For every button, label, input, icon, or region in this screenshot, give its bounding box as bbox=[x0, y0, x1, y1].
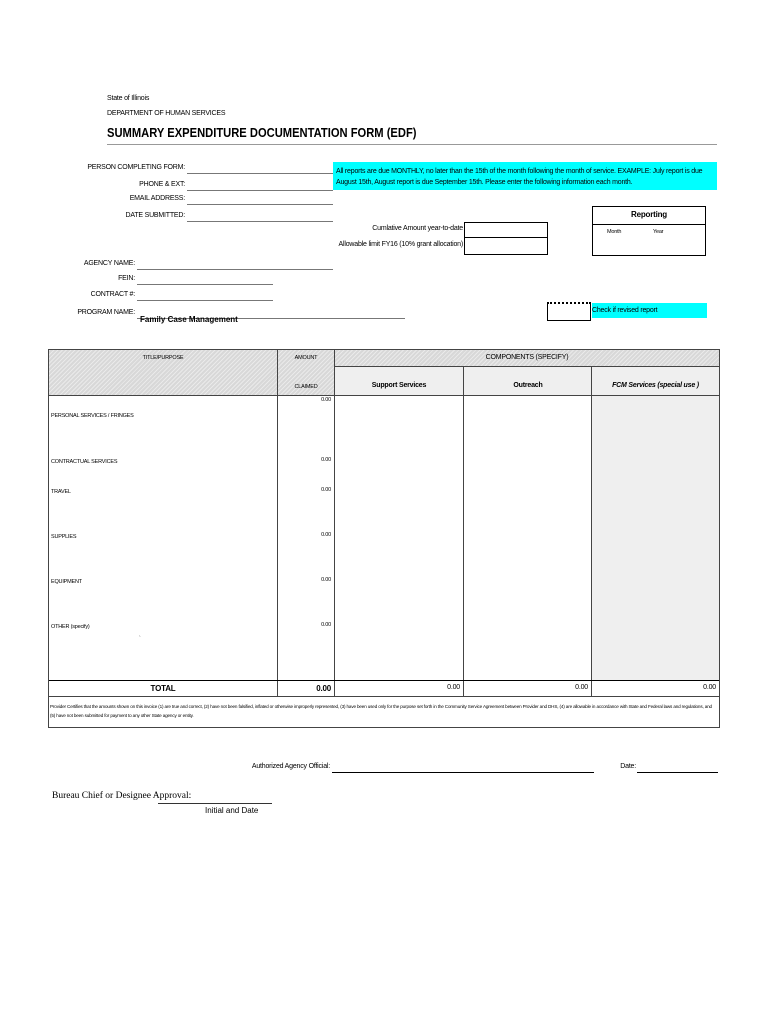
total-outreach: 0.00 bbox=[575, 684, 588, 691]
agency-name-field[interactable] bbox=[137, 260, 333, 270]
header-columns-cell bbox=[335, 367, 719, 395]
state-label: State of Illinois bbox=[107, 95, 150, 102]
phone-label: PHONE & EXT: bbox=[139, 181, 185, 188]
date-submitted-label: DATE SUBMITTED: bbox=[125, 212, 185, 219]
grid-line bbox=[49, 680, 719, 681]
bureau-approval-field[interactable] bbox=[158, 792, 272, 804]
email-field[interactable] bbox=[187, 195, 333, 205]
fcm-services-header: FCM Services (special use ) bbox=[612, 382, 699, 389]
reporting-title: Reporting bbox=[631, 210, 667, 219]
support-services-header: Support Services bbox=[371, 382, 427, 389]
total-support-services: 0.00 bbox=[447, 684, 460, 691]
program-name-label: PROGRAM NAME: bbox=[77, 309, 135, 316]
person-completing-field[interactable] bbox=[187, 164, 333, 174]
official-label: Authorized Agency Official: bbox=[251, 763, 330, 770]
amount-header: AMOUNT bbox=[294, 355, 318, 361]
fcm-special-column bbox=[592, 396, 719, 680]
contract-label: CONTRACT #: bbox=[90, 291, 135, 298]
row-label-equipment: EQUIPMENT bbox=[51, 579, 82, 585]
row-label-contractual-services: CONTRACTUAL SERVICES bbox=[51, 459, 118, 465]
fein-field[interactable] bbox=[137, 275, 273, 285]
date-label: Date: bbox=[620, 763, 636, 770]
agency-name-label: AGENCY NAME: bbox=[83, 260, 135, 267]
program-name-field[interactable] bbox=[137, 309, 405, 324]
date-field[interactable] bbox=[637, 763, 718, 773]
reporting-year-label: Year bbox=[653, 229, 664, 235]
row-amount-other[interactable]: 0.00 bbox=[321, 622, 331, 628]
expenditure-table bbox=[48, 349, 720, 728]
claimed-header: CLAIMED bbox=[294, 384, 318, 390]
notice-box bbox=[333, 162, 717, 190]
grid-line bbox=[335, 366, 719, 367]
revised-checkbox[interactable] bbox=[547, 302, 591, 321]
grid-line bbox=[463, 367, 464, 696]
date-submitted-field[interactable] bbox=[187, 212, 333, 222]
official-signature-field[interactable] bbox=[332, 763, 594, 773]
grid-line bbox=[591, 367, 592, 696]
allowable-label: Allowable limit FY16 (10% grant allocation) bbox=[338, 241, 463, 248]
allowable-input[interactable] bbox=[464, 237, 548, 255]
total-label: TOTAL bbox=[150, 684, 176, 693]
grid-line bbox=[49, 395, 719, 396]
title-divider bbox=[107, 144, 717, 145]
row-amount-equipment[interactable]: 0.00 bbox=[321, 577, 331, 583]
components-header: COMPONENTS (SPECIFY) bbox=[485, 354, 569, 361]
phone-field[interactable] bbox=[187, 181, 333, 191]
bureau-approval-label: Bureau Chief or Designee Approval: bbox=[52, 791, 192, 801]
title-purpose-header: TITLE/PURPOSE bbox=[142, 355, 184, 361]
total-fcm-services: 0.00 bbox=[703, 684, 716, 691]
revised-label: Check if revised report bbox=[592, 303, 707, 318]
row-label-travel: TRAVEL bbox=[51, 489, 71, 495]
initial-date-label: Initial and Date bbox=[205, 806, 259, 815]
certification-text: Provider Certifies that the amounts shown on this invoice (1) are true and correct, (2) have not been falsified, inflated or otherwise improperly represented, (3) have been used only for the purpose set forth in the Community Service Agreement between Provider and DHS, (4) are allowable in accordance with State and Federal laws and regulations, and (5) have not been submitted for payment to any other State agency or entity. bbox=[50, 704, 712, 718]
outreach-header: Outreach bbox=[513, 382, 543, 389]
notice-text: All reports are due MONTHLY, no later than the 15th of the month following the month of service. EXAMPLE: July report is due August 15th, August report is due September 15th. Please enter the following information each month. bbox=[336, 168, 703, 186]
stray-mark: ` bbox=[139, 636, 141, 642]
row-label-supplies: SUPPLIES bbox=[51, 534, 77, 540]
fein-label: FEIN: bbox=[118, 275, 135, 282]
email-label: EMAIL ADDRESS: bbox=[129, 195, 185, 202]
total-amount: 0.00 bbox=[316, 684, 331, 693]
person-completing-label: PERSON COMPLETING FORM: bbox=[87, 164, 185, 171]
cumulative-label: Cumlative Amount year-to-date bbox=[372, 225, 463, 232]
grid-line bbox=[49, 696, 719, 697]
form-title: SUMMARY EXPENDITURE DOCUMENTATION FORM (EDF) bbox=[107, 125, 417, 140]
cumulative-input[interactable] bbox=[464, 222, 548, 238]
program-name-value: Family Case Management bbox=[140, 315, 238, 324]
row-amount-personal-services[interactable]: 0.00 bbox=[321, 397, 331, 403]
contract-field[interactable] bbox=[137, 291, 273, 301]
row-label-other: OTHER (specify) bbox=[51, 624, 90, 630]
row-amount-contractual-services[interactable]: 0.00 bbox=[321, 457, 331, 463]
reporting-divider bbox=[593, 224, 705, 225]
row-amount-supplies[interactable]: 0.00 bbox=[321, 532, 331, 538]
reporting-box bbox=[592, 206, 706, 256]
reporting-month-label: Month bbox=[607, 229, 622, 235]
row-amount-travel[interactable]: 0.00 bbox=[321, 487, 331, 493]
grid-line bbox=[334, 350, 335, 696]
row-label-personal-services: PERSONAL SERVICES / FRINGES bbox=[51, 413, 134, 419]
department-label: DEPARTMENT OF HUMAN SERVICES bbox=[107, 110, 226, 117]
